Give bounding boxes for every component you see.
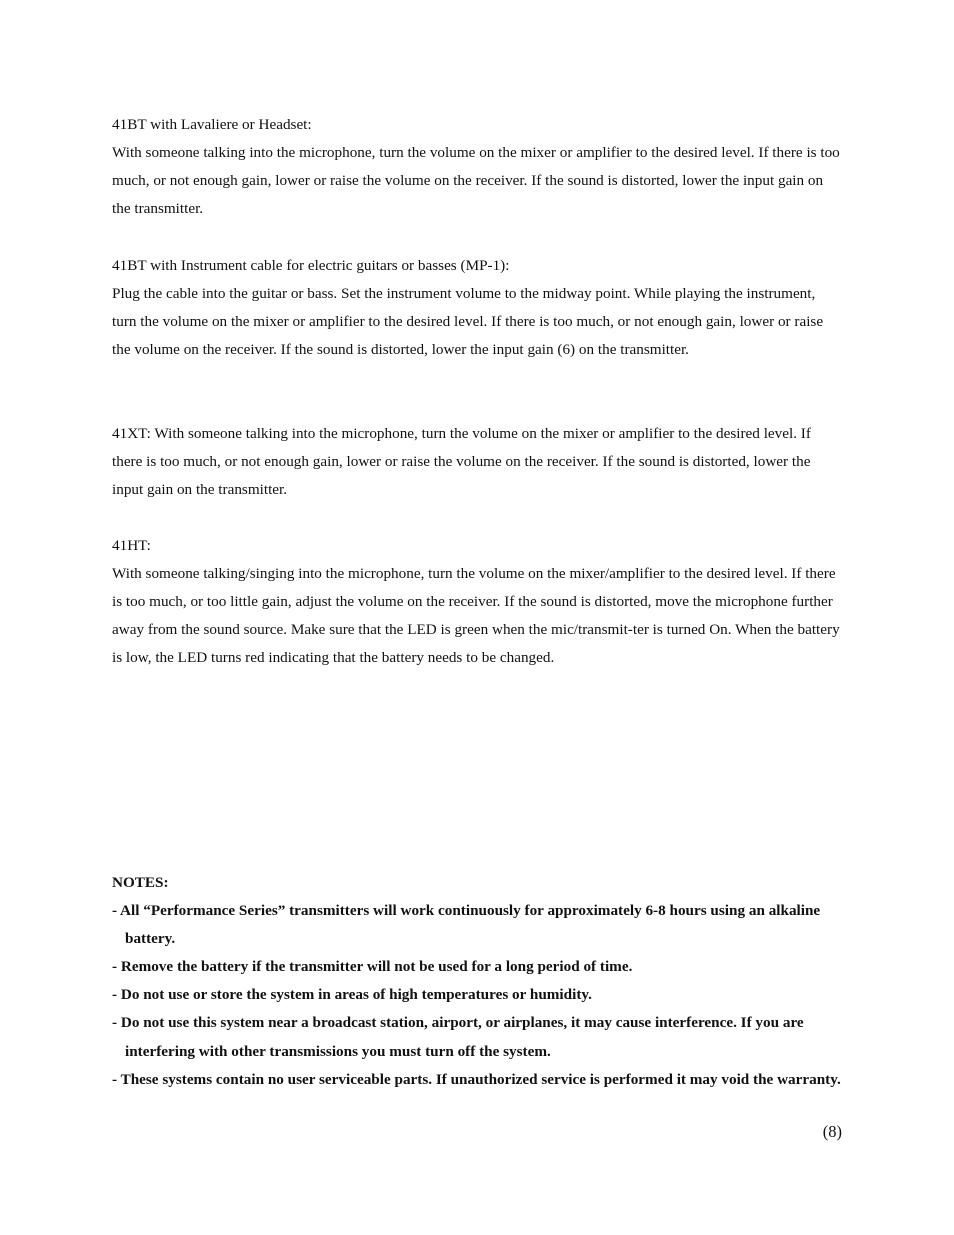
- note-item: - Do not use this system near a broadcast station, airport, or airplanes, it may cause interference. If you are interfering with other transmissions you must turn off the system.: [112, 1014, 804, 1060]
- section-instrument-cable: [112, 252, 840, 364]
- note-item: - Do not use or store the system in areas of high temperatures or humidity.: [112, 986, 592, 1004]
- section-41ht: [112, 532, 840, 672]
- section-heading: 41BT with Lavaliere or Headset:: [112, 116, 312, 133]
- section-body: With someone talking into the microphone, turn the volume on the mixer or amplifier to the desired level. If there is too much, or not enough gain, lower or raise the volume on the receiver. If the sound is distorted, lower the input gain on the transmitter.: [112, 144, 840, 218]
- page-number: (8): [822, 1122, 842, 1141]
- note-item: - These systems contain no user serviceable parts. If unauthorized service is performed it may void the warranty.: [112, 1070, 841, 1088]
- section-heading: 41HT:: [112, 537, 151, 554]
- notes-section: [112, 869, 842, 1094]
- section-body: With someone talking/singing into the microphone, turn the volume on the mixer/amplifier to the desired level. If there is too much, or too little gain, adjust the volume on the receiver. If the sound is distorted, move the microphone further away from the sound source. Make sure that the LED is green when the mic/transmit-ter is turned On. When the battery is low, the LED turns red indicating that the battery needs to be changed.: [112, 565, 840, 667]
- section-heading: 41BT with Instrument cable for electric guitars or basses (MP-1):: [112, 257, 510, 274]
- notes-title: NOTES:: [112, 874, 169, 891]
- note-item: - Remove the battery if the transmitter will not be used for a long period of time.: [112, 958, 633, 976]
- section-body: 41XT: With someone talking into the microphone, turn the volume on the mixer or amplifier to the desired level. If there is too much, or not enough gain, lower or raise the volume on the receiver. If the sound is distorted, lower the input gain on the transmitter.: [112, 425, 811, 499]
- section-41xt: [112, 420, 840, 504]
- note-item: - All “Performance Series” transmitters will work continuously for approximately 6-8 hours using an alkaline battery.: [112, 902, 821, 948]
- section-body: Plug the cable into the guitar or bass. Set the instrument volume to the midway point. While playing the instrument, turn the volume on the mixer or amplifier to the desired level. If there is too much, or not enough gain, lower or raise the volume on the receiver. If the sound is distorted, lower the input gain (6) on the transmitter.: [112, 285, 824, 359]
- section-lavaliere: [112, 111, 840, 223]
